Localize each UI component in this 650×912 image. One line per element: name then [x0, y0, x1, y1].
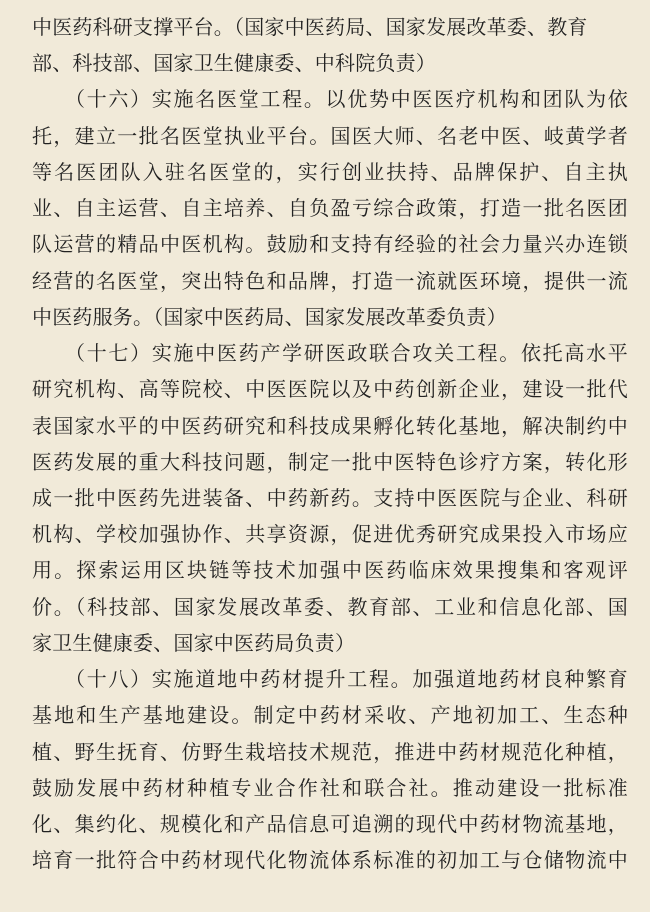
section-heading-line: （十八）实施道地中药材提升工程。加强道地药材良种繁育 [65, 667, 628, 691]
text-line: 鼓励发展中药材种植专业合作社和联合社。推动建设一批标准 [32, 776, 628, 800]
text-line: 业、自主运营、自主培养、自负盈亏综合政策，打造一批名医团 [32, 196, 628, 220]
text-line: 成一批中医药先进装备、中药新药。支持中医医院与企业、科研 [32, 486, 628, 510]
text-line: 机构、学校加强协作、共享资源，促进优秀研究成果投入市场应 [32, 522, 628, 546]
text-line: 价。（科技部、国家发展改革委、教育部、工业和信息化部、国 [32, 595, 628, 619]
text-line: 化、集约化、规模化和产品信息可追溯的现代中药材物流基地， [32, 812, 628, 836]
text-line: 部、科技部、国家卫生健康委、中科院负责） [32, 51, 436, 75]
text-line: 中医药科研支撑平台。（国家中医药局、国家发展改革委、教育 [32, 15, 588, 39]
text-line: 家卫生健康委、国家中医药局负责） [32, 631, 356, 655]
text-line: 中医药服务。（国家中医药局、国家发展改革委负责） [32, 305, 507, 329]
text-line: 表国家水平的中医药研究和科技成果孵化转化基地，解决制约中 [32, 414, 628, 438]
text-line: 队运营的精品中医机构。鼓励和支持有经验的社会力量兴办连锁 [32, 232, 628, 256]
text-line: 经营的名医堂，突出特色和品牌，打造一流就医环境，提供一流 [32, 269, 628, 293]
text-line: 医药发展的重大科技问题，制定一批中医特色诊疗方案，转化形 [32, 450, 628, 474]
text-line: 培育一批符合中药材现代化物流体系标准的初加工与仓储物流中 [32, 848, 628, 872]
text-line: 植、野生抚育、仿野生栽培技术规范，推进中药材规范化种植， [32, 740, 628, 764]
text-line: 基地和生产基地建设。制定中药材采收、产地初加工、生态种 [32, 703, 628, 727]
text-line: 等名医团队入驻名医堂的，实行创业扶持、品牌保护、自主执 [32, 160, 628, 184]
text-line: 用。探索运用区块链等技术加强中医药临床效果搜集和客观评 [32, 558, 628, 582]
text-line: 研究机构、高等院校、中医医院以及中药创新企业，建设一批代 [32, 377, 628, 401]
text-line: 托，建立一批名医堂执业平台。国医大师、名老中医、岐黄学者 [32, 124, 628, 148]
section-heading-line: （十七）实施中医药产学研医政联合攻关工程。依托高水平 [65, 341, 628, 365]
section-heading-line: （十六）实施名医堂工程。以优势中医医疗机构和团队为依 [65, 87, 628, 111]
